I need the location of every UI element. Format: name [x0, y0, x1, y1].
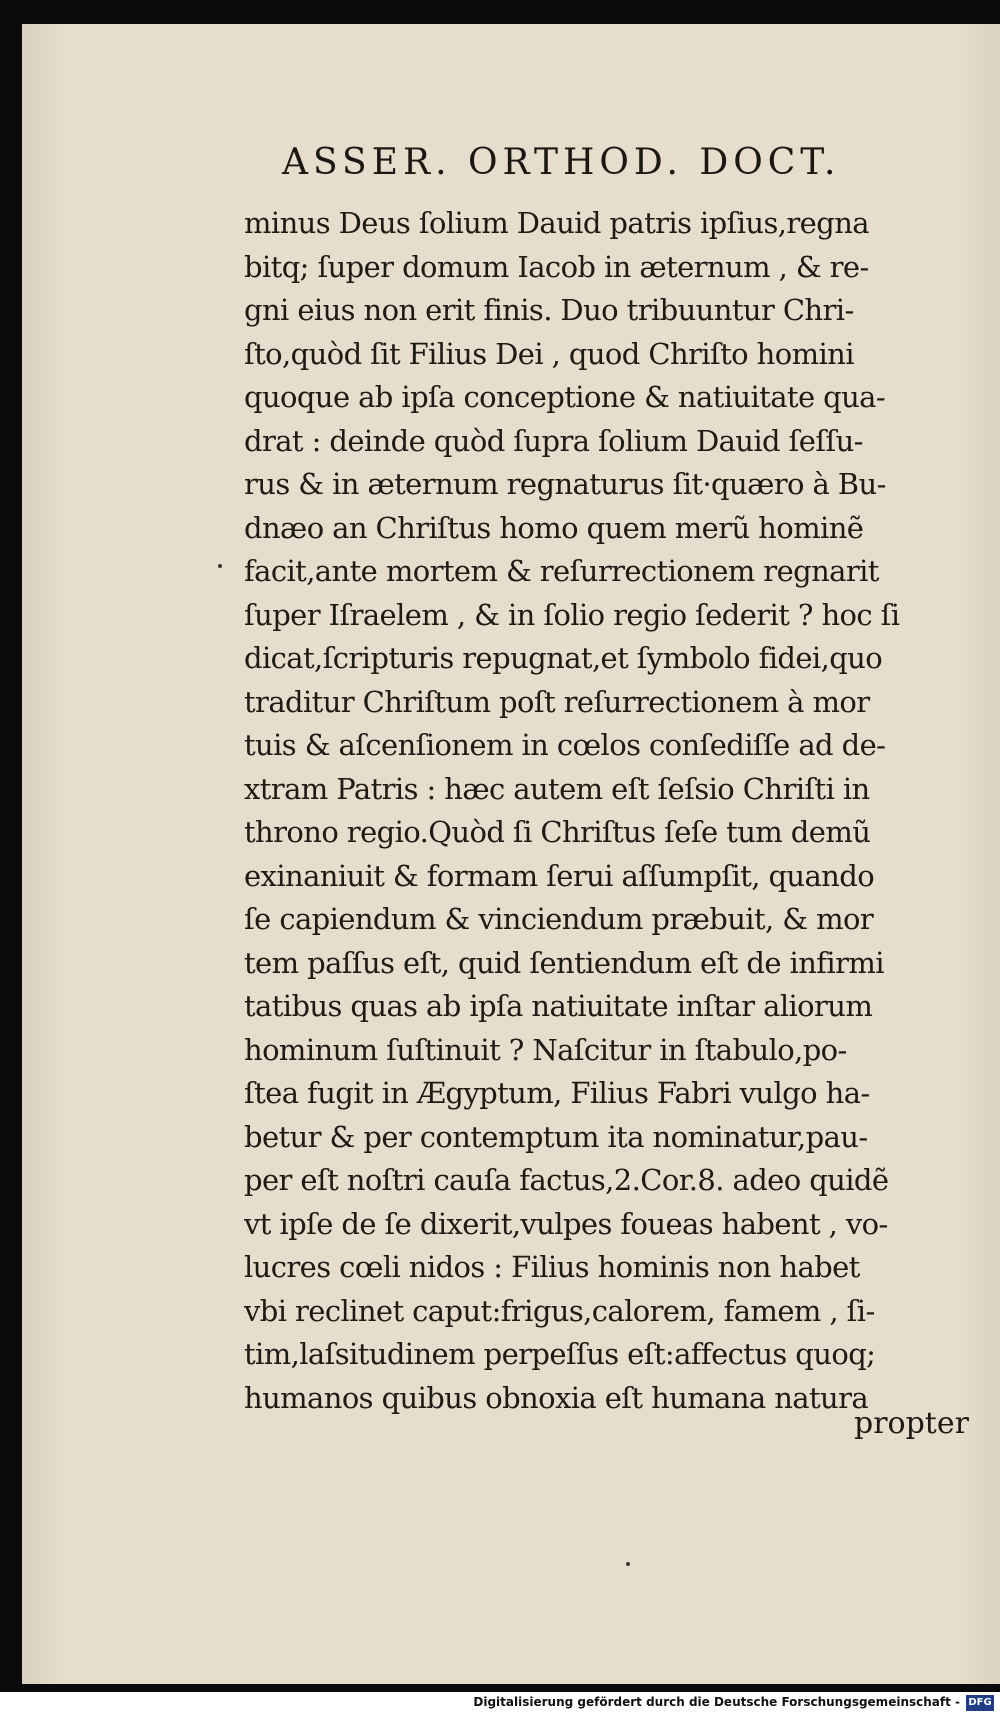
text-line: vt ipſe de ſe dixerit,vulpes foueas habent , vo-: [244, 1206, 888, 1241]
text-line: lucres cœli nidos : Filius hominis non habet: [244, 1250, 860, 1284]
text-line: ſtea fugit in Ægyptum, Filius Fabri vulgo ha-: [244, 1076, 870, 1110]
text-line: ſuper Iſraelem , & in ſolio regio ſederit ? hoc ſi: [244, 597, 900, 632]
text-line: throno regio.Quòd ſi Chriſtus ſeſe tum demũ: [244, 815, 871, 849]
text-line: humanos quibus obnoxia eſt humana natura: [244, 1380, 869, 1415]
digitization-footer: [0, 1692, 1000, 1716]
text-line: rus & in æternum regnaturus ſit·quæro à Bu-: [244, 467, 886, 501]
running-head: ASSER. ORTHOD. DOCT.: [282, 142, 841, 183]
text-line: drat : deinde quòd ſupra ſolium Dauid ſeſſu-: [244, 423, 863, 458]
text-line: tatibus quas ab ipſa natiuitate inſtar aliorum: [244, 989, 873, 1023]
text-line: traditur Chriſtum poſt reſurrectionem à mor: [244, 684, 870, 719]
book-page: [22, 24, 1000, 1684]
footer-credit: Digitalisierung gefördert durch die Deutsche Forschungsgemeinschaft -: [473, 1695, 960, 1709]
text-line: dicat,ſcripturis repugnat,et ſymbolo fidei,quo: [244, 641, 883, 675]
text-line: bitq; ſuper domum Iacob in æternum , & re-: [244, 249, 869, 284]
text-line: ſe capiendum & vinciendum præbuit, & mor: [244, 902, 874, 936]
text-line: betur & per contemptum ita nominatur,pau-: [244, 1119, 868, 1154]
body-text: [244, 202, 979, 1420]
text-line: facit,ante mortem & reſurrectionem regnarit: [244, 554, 879, 588]
text-line: vbi reclinet caput:frigus,calorem, famem , ſi-: [244, 1293, 875, 1328]
text-line: tim,laſsitudinem perpeſſus eſt:affectus quoq;: [244, 1337, 876, 1371]
text-line: xtram Patris : hæc autem eſt ſeſsio Chriſti in: [244, 771, 870, 806]
paper-speck: [218, 564, 222, 568]
text-line: gni eius non erit finis. Duo tribuuntur Chri-: [244, 293, 854, 327]
text-line: ſto,quòd ſit Filius Dei , quod Chriſto homini: [244, 336, 854, 371]
text-line: exinaniuit & formam ſerui aſſumpſit, quando: [244, 858, 875, 893]
text-line: minus Deus ſolium Dauid patris ipſius,regna: [244, 206, 869, 240]
paper-speck: [626, 1562, 630, 1566]
text-line: tuis & aſcenſionem in cœlos conſediſſe ad de-: [244, 728, 886, 762]
dfg-logo: DFG: [966, 1695, 994, 1711]
text-line: quoque ab ipſa conceptione & natiuitate qua-: [244, 380, 886, 414]
catchword: propter: [854, 1406, 969, 1441]
text-line: hominum ſuſtinuit ? Naſcitur in ſtabulo,po-: [244, 1032, 847, 1067]
text-line: per eſt noſtri cauſa factus,2.Cor.8. adeo quidẽ: [244, 1163, 889, 1197]
text-line: dnæo an Chriſtus homo quem merũ hominẽ: [244, 510, 864, 545]
text-line: tem paſſus eſt, quid ſentiendum eſt de infirmi: [244, 945, 884, 980]
